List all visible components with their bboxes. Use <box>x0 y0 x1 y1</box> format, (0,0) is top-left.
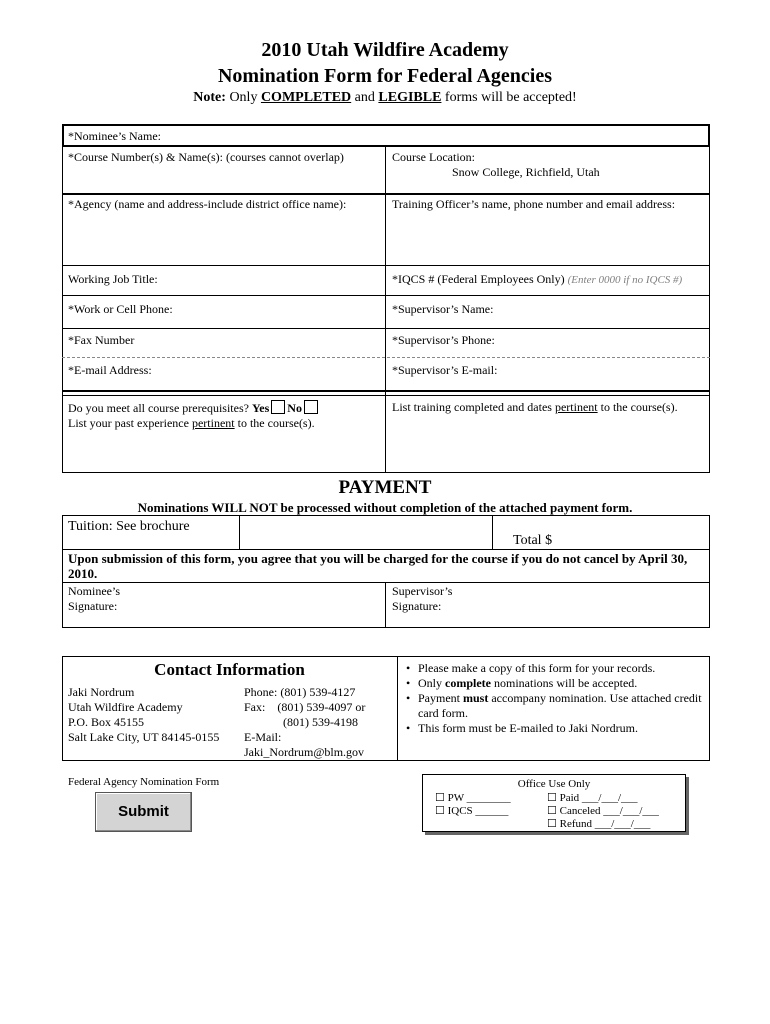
section-divider <box>62 395 710 396</box>
column-divider <box>492 515 493 549</box>
yes-checkbox[interactable] <box>271 400 285 414</box>
no-checkbox[interactable] <box>304 400 318 414</box>
agency-label: *Agency (name and address-include district office name): <box>68 197 347 211</box>
column-divider <box>239 515 240 549</box>
iqcs-field: *IQCS # (Federal Employees Only) (Enter 0000 if no IQCS #) <box>392 272 683 286</box>
canceled-checkbox[interactable]: ☐ Canceled ___/___/___ <box>547 805 659 817</box>
page-subtitle: Nomination Form for Federal Agencies <box>217 65 552 87</box>
iqcs-checkbox[interactable]: ☐ IQCS ______ <box>435 805 509 817</box>
section-divider <box>62 390 710 392</box>
supervisor-name-label: *Supervisor’s Name: <box>392 302 494 316</box>
column-divider <box>397 656 398 761</box>
form-name: Federal Agency Nomination Form <box>68 776 220 788</box>
total-label: Total $ <box>513 533 553 548</box>
payment-note: Nominations WILL NOT be processed without completion of the attached payment form. <box>137 500 633 515</box>
contact-title: Contact Information <box>154 660 305 679</box>
training-completed-label: List training completed and dates pertinent to the course(s). <box>392 400 678 414</box>
supervisor-phone-label: *Supervisor’s Phone: <box>392 333 495 347</box>
training-officer-label: Training Officer’s name, phone number and email address: <box>392 197 676 211</box>
instructions-list <box>404 661 704 736</box>
list-item: • This form must be E-mailed to Jaki Nordrum. <box>404 721 704 736</box>
row-divider <box>62 357 710 358</box>
column-divider <box>385 582 386 628</box>
row-divider <box>62 549 710 550</box>
prerequisites-question: Do you meet all course prerequisites? Yes No List your past experience pertinent to the course(s). <box>68 400 383 431</box>
list-item: • Payment must accompany nomination. Use attached credit card form. <box>404 691 704 721</box>
office-use-left <box>435 792 511 818</box>
email-label: *E-mail Address: <box>68 363 152 377</box>
list-item: • Only complete nominations will be accepted. <box>404 676 704 691</box>
contact-email-link[interactable]: Jaki_Nordrum@blm.gov <box>244 745 365 759</box>
fax-label: *Fax Number <box>68 333 135 347</box>
office-use-right <box>547 792 659 831</box>
supervisor-email-label: *Supervisor’s E-mail: <box>392 363 498 377</box>
column-divider <box>385 147 386 473</box>
refund-checkbox[interactable]: ☐ Refund ___/___/___ <box>547 818 651 830</box>
course-numbers-label: *Course Number(s) & Name(s): (courses cannot overlap) <box>68 150 344 164</box>
nominee-signature-field[interactable]: Nominee’s Signature: <box>68 584 120 613</box>
course-location-label: Course Location: <box>392 150 475 164</box>
contact-address: Jaki Nordrum Utah Wildfire Academy P.O. Box 45155 Salt Lake City, UT 84145-0155 <box>68 685 220 744</box>
work-phone-label: *Work or Cell Phone: <box>68 302 173 316</box>
office-use-title: Office Use Only <box>517 778 591 790</box>
tuition-label: Tuition: See brochure <box>68 519 190 534</box>
page-title: 2010 Utah Wildfire Academy <box>261 39 509 61</box>
contact-phones: Phone: (801) 539-4127 Fax: (801) 539-4097 or (801) 539-4198 E-Mail: Jaki_Nordrum@blm.gov <box>244 685 366 759</box>
row-divider <box>62 582 710 583</box>
agreement-text: Upon submission of this form, you agree that you will be charged for the course if you do not cancel by April 30, 2010. <box>68 551 688 581</box>
course-location-value: Snow College, Richfield, Utah <box>452 165 600 179</box>
row-divider <box>62 295 710 296</box>
submit-button[interactable]: Submit <box>95 792 192 832</box>
list-item: • Please make a copy of this form for your records. <box>404 661 704 676</box>
row-divider <box>62 193 710 195</box>
pw-checkbox[interactable]: ☐ PW ________ <box>435 792 511 804</box>
supervisor-signature-field[interactable]: Supervisor’s Signature: <box>392 584 453 613</box>
row-divider <box>62 265 710 266</box>
nominee-name-label: *Nominee’s Name: <box>68 129 161 143</box>
payment-title: PAYMENT <box>338 477 432 498</box>
office-use-box <box>422 774 686 832</box>
row-divider <box>62 328 710 329</box>
job-title-label: Working Job Title: <box>68 272 158 286</box>
paid-checkbox[interactable]: ☐ Paid ___/___/___ <box>547 792 638 804</box>
acceptance-note: Note: Only COMPLETED and LEGIBLE forms will be accepted! <box>193 90 577 105</box>
